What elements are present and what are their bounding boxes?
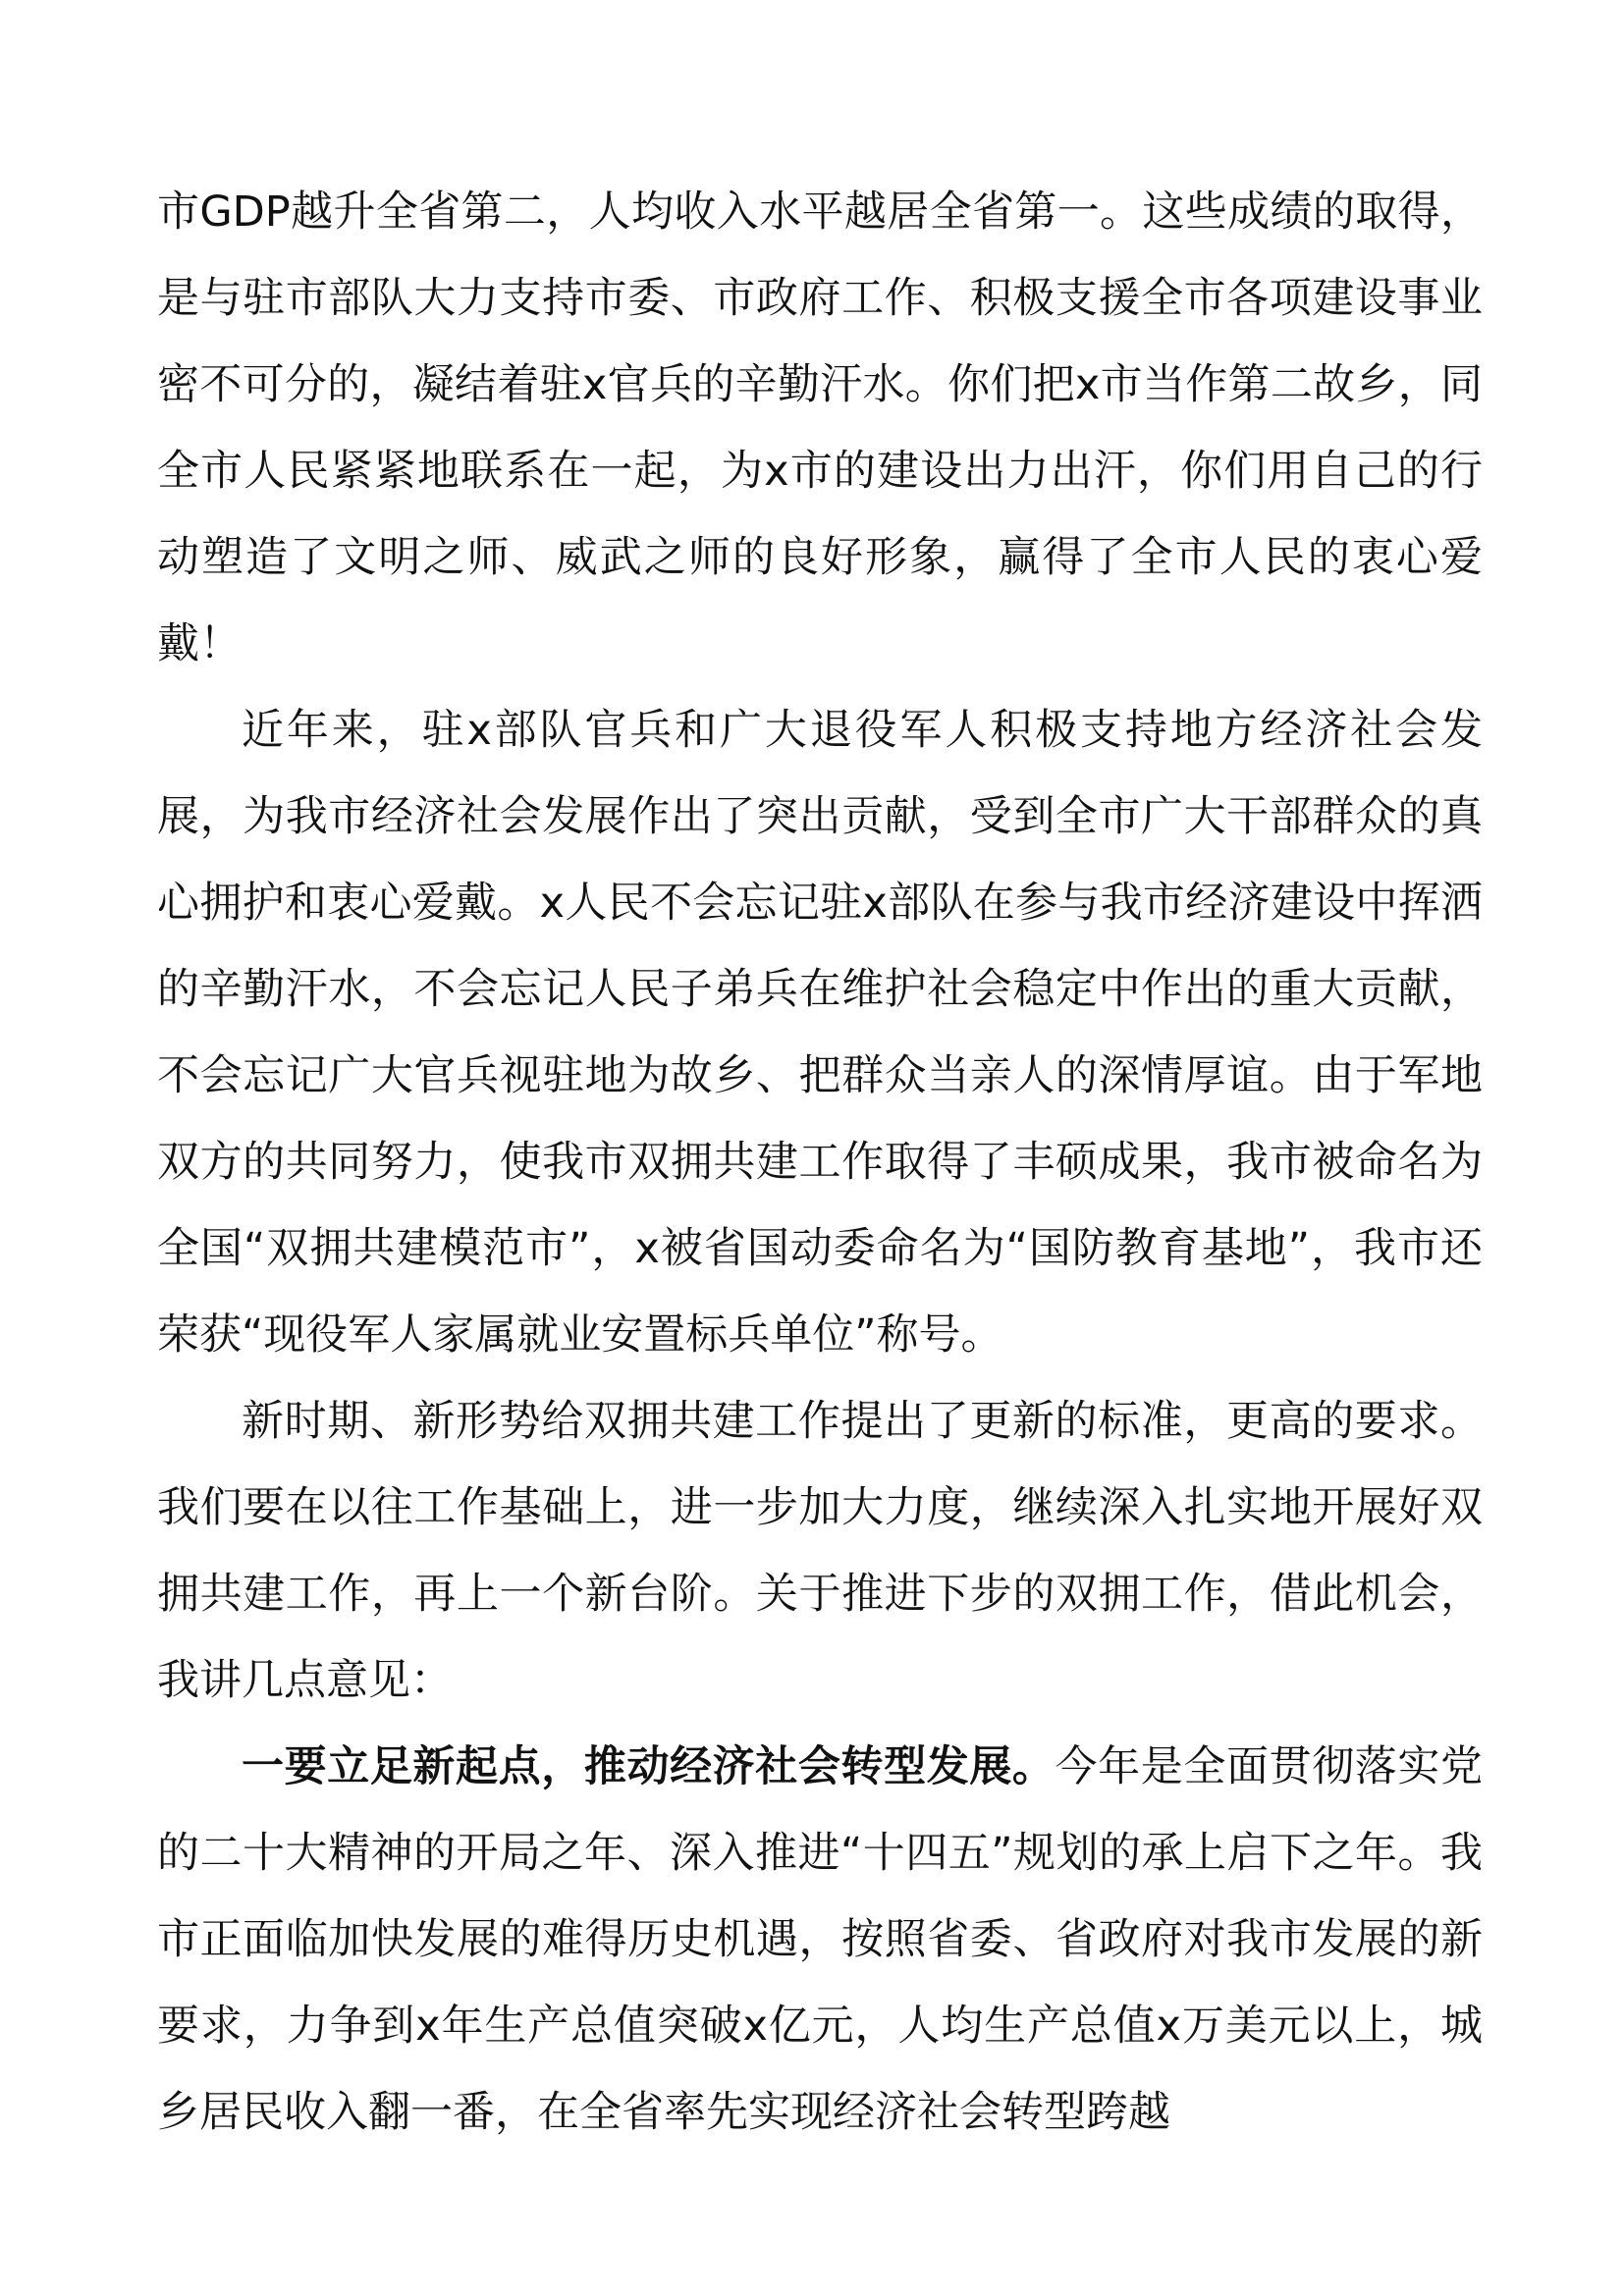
paragraph-point-one <box>157 1724 1483 2156</box>
paragraph-achievements <box>157 687 1483 1378</box>
paragraph-text: 市GDP越升全省第二，人均收入水平越居全省第一。这些成绩的取得，是与驻市部队大力支持市委、市政府工作、积极支援全市各项建设事业密不可分的，凝结着驻x官兵的辛勤汗水。你们把x市当作第二故乡，同全市人民紧紧地联系在一起，为x市的建设出力出汗，你们用自己的行动塑造了文明之师、威武之师的良好形象，赢得了全市人民的衷心爱戴！ <box>157 187 1483 668</box>
paragraph-text: 今年是全面贯彻落实党的二十大精神的开局之年、深入推进“十四五”规划的承上启下之年。我市正面临加快发展的难得历史机遇，按照省委、省政府对我市发展的新要求，力争到x年生产总值突破x亿元，人均生产总值x万美元以上，城乡居民收入翻一番，在全省率先实现经济社会转型跨越 <box>157 1742 1484 2137</box>
paragraph-text: 新时期、新形势给双拥共建工作提出了更新的标准，更高的要求。我们要在以往工作基础上，进一步加大力度，继续深入扎实地开展好双拥共建工作，再上一个新台阶。关于推进下步的双拥工作，借此机会，我讲几点意见： <box>157 1397 1483 1705</box>
paragraph-text: 近年来，驻x部队官兵和广大退役军人积极支持地方经济社会发展，为我市经济社会发展作出了突出贡献，受到全市广大干部群众的真心拥护和衷心爱戴。x人民不会忘记驻x部队在参与我市经济建设中挥洒的辛勤汗水，不会忘记人民子弟兵在维护社会稳定中作出的重大贡献，不会忘记广大官兵视驻地为故乡、把群众当亲人的深情厚谊。由于军地双方的共同努力，使我市双拥共建工作取得了丰硕成果，我市被命名为全国“双拥共建模范市”，x被省国动委命名为“国防教育基地”，我市还荣获“现役军人家属就业安置标兵单位”称号。 <box>157 706 1483 1360</box>
body-text <box>157 169 1483 2156</box>
paragraph-continued <box>157 169 1483 687</box>
paragraph-lead-heading: 一要立足新起点，推动经济社会转型发展。 <box>242 1742 1056 1791</box>
paragraph-new-requirements <box>157 1378 1483 1724</box>
